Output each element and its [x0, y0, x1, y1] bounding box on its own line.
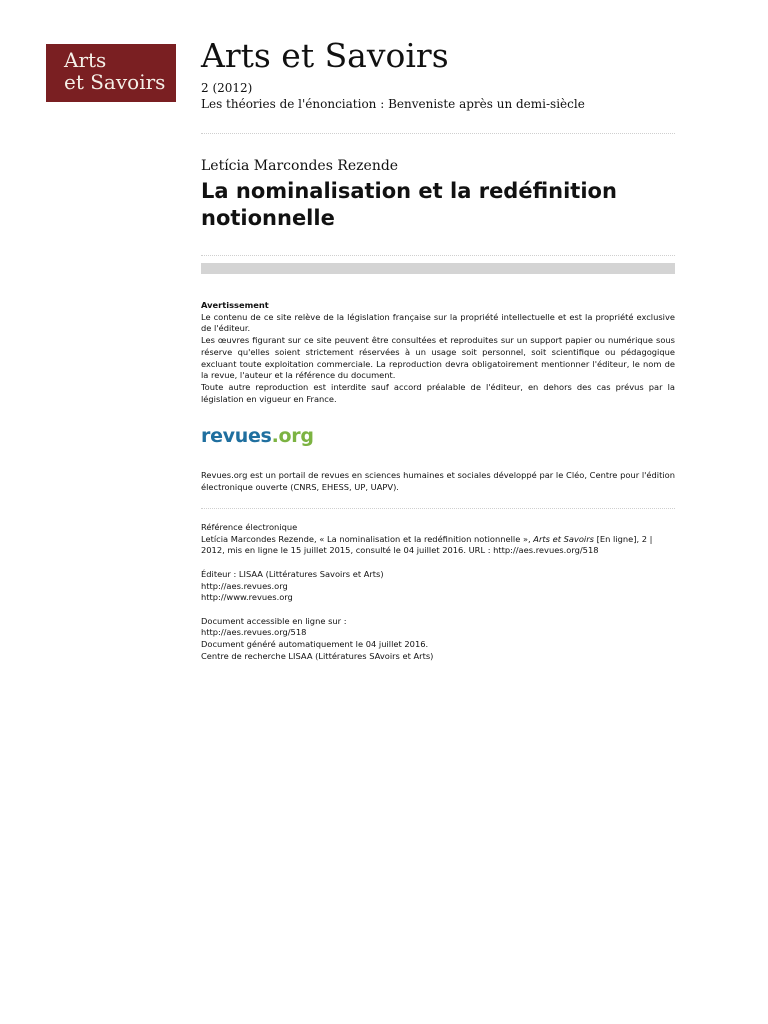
- notice-paragraph: Le contenu de ce site relève de la législation française sur la propriété intellectuelle et est la propriété exclusive de l'éditeur.: [201, 311, 675, 334]
- publisher: Éditeur : LISAA (Littératures Savoirs et Arts): [201, 568, 384, 579]
- citation: [201, 534, 675, 557]
- dossier-title: Les théories de l'énonciation : Benveniste après un demi-siècle: [201, 97, 585, 111]
- revues-logo-part: revues: [201, 425, 272, 447]
- citation-journal: Arts et Savoirs: [533, 533, 594, 544]
- journal-title: Arts et Savoirs: [201, 36, 449, 75]
- article-author: Letícia Marcondes Rezende: [201, 158, 399, 174]
- revues-org-logo[interactable]: [201, 425, 314, 447]
- reference-heading: Référence électronique: [201, 522, 298, 532]
- copyright-notice: [201, 300, 675, 405]
- logo-line-1: Arts: [64, 48, 107, 72]
- citation-text: [En ligne], 2 | 2012, mis en ligne le 15 juillet 2015, consulté le 04 juillet 2016. URL : http://aes.revues.org/518: [201, 533, 653, 556]
- divider: [201, 133, 675, 134]
- notice-heading: Avertissement: [201, 300, 269, 310]
- research-centre: Centre de recherche LISAA (Littératures SAvoirs et Arts): [201, 650, 434, 661]
- notice-paragraph: Les œuvres figurant sur ce site peuvent être consultées et reproduites sur un support papier ou numérique sous réserve qu'elles soient strictement réservées à un usage soit personnel, soit scientifique ou pédagogique excluant toute exploitation commerciale. La reproduction devra obligatoirement mentionner l'éditeur, le nom de la revue, l'auteur et la référence du document.: [201, 335, 675, 381]
- access-link[interactable]: http://aes.revues.org/518: [201, 627, 307, 638]
- gray-separator-bar: [201, 263, 675, 274]
- divider: [201, 508, 675, 509]
- revues-logo-suffix: .org: [271, 425, 314, 447]
- publisher-link[interactable]: http://aes.revues.org: [201, 580, 288, 591]
- generated-date: Document généré automatiquement le 04 juillet 2016.: [201, 639, 429, 649]
- citation-text: Letícia Marcondes Rezende, « La nominalisation et la redéfinition notionnelle »,: [201, 533, 534, 544]
- journal-logo: [46, 44, 176, 102]
- divider: [201, 255, 675, 256]
- logo-line-2: et Savoirs: [64, 70, 166, 94]
- article-title: La nominalisation et la redéfinition notionnelle: [201, 179, 617, 230]
- access-heading: Document accessible en ligne sur :: [201, 615, 347, 626]
- issue-number: 2 (2012): [201, 81, 253, 95]
- notice-paragraph: Toute autre reproduction est interdite sauf accord préalable de l'éditeur, en dehors des cas prévus par la législation en vigueur en France.: [201, 381, 675, 404]
- publisher-link[interactable]: http://www.revues.org: [201, 592, 293, 603]
- portal-description: Revues.org est un portail de revues en sciences humaines et sociales développé par le Cléo, Centre pour l'édition électronique ouverte (CNRS, EHESS, UP, UAPV).: [201, 470, 675, 492]
- electronic-reference: [201, 522, 675, 662]
